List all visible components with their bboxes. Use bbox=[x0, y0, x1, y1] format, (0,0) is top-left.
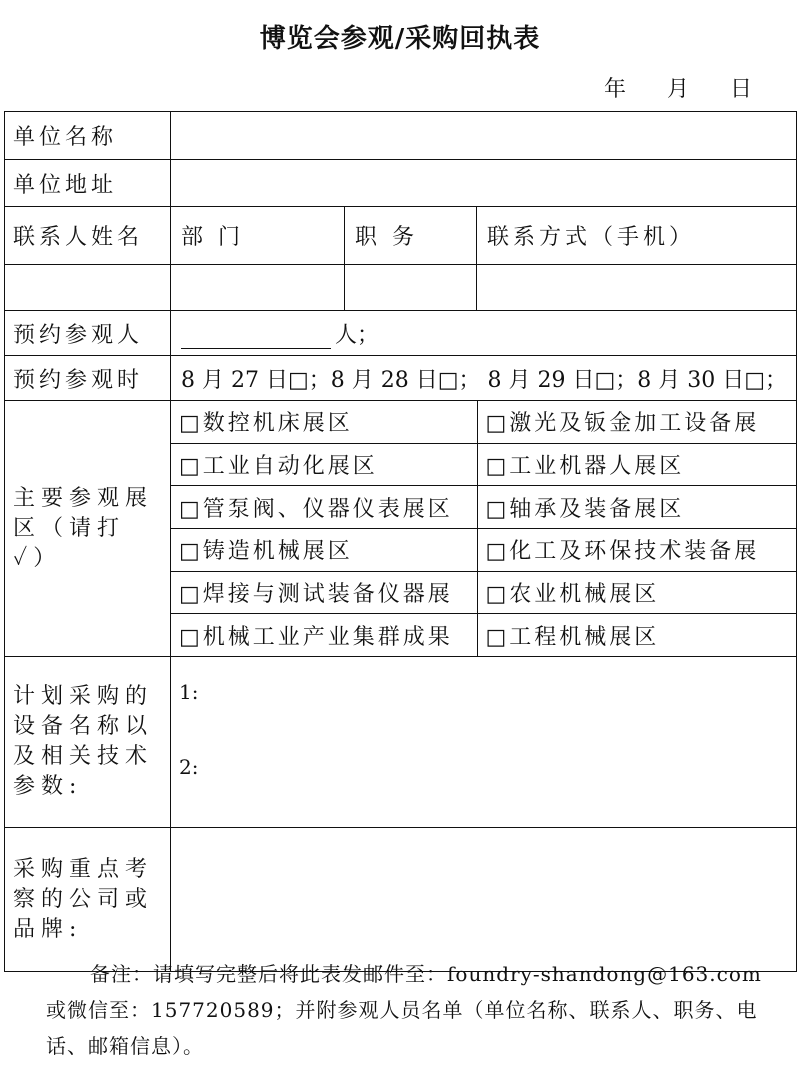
contact-name-field[interactable] bbox=[5, 265, 171, 311]
halls-cell bbox=[171, 401, 797, 657]
halls-grid bbox=[171, 401, 796, 656]
department-field[interactable] bbox=[171, 265, 345, 311]
plan-field[interactable] bbox=[171, 657, 797, 828]
form-title: 博览会参观/采购回执表 bbox=[259, 24, 541, 54]
hall-row bbox=[171, 614, 796, 656]
hall-option[interactable]: □工程机械展区 bbox=[485, 624, 660, 650]
date-year: 年 bbox=[603, 77, 626, 102]
plan-item-1: 1: bbox=[179, 680, 199, 704]
focus-label: 采购重点考察的公司或品牌: bbox=[5, 828, 171, 972]
company-name-label: 单位名称 bbox=[5, 112, 171, 160]
position-label: 职 务 bbox=[345, 207, 477, 265]
company-name-field[interactable] bbox=[171, 112, 797, 160]
contact-method-field[interactable] bbox=[477, 265, 797, 311]
hall-option[interactable]: □管泵阀、仪器仪表展区 bbox=[171, 486, 477, 529]
contact-name-label: 联系人姓名 bbox=[5, 207, 171, 265]
hall-row bbox=[171, 571, 796, 614]
company-address-label: 单位地址 bbox=[5, 160, 171, 207]
plan-label: 计划采购的设备名称以及相关技术参数: bbox=[5, 657, 171, 828]
receipt-form-table bbox=[4, 111, 797, 972]
date-line bbox=[570, 72, 752, 103]
hall-option[interactable]: □农业机械展区 bbox=[477, 571, 796, 614]
hall-option[interactable]: □激光及钣金加工设备展 bbox=[477, 401, 796, 443]
hall-option[interactable]: □化工及环保技术装备展 bbox=[477, 528, 796, 571]
hall-option[interactable]: □轴承及装备展区 bbox=[477, 486, 796, 529]
hall-row bbox=[171, 486, 796, 529]
hall-option[interactable]: □工业自动化展区 bbox=[171, 443, 477, 486]
position-field[interactable] bbox=[345, 265, 477, 311]
hall-row bbox=[171, 401, 796, 443]
visitors-suffix: 人； bbox=[335, 322, 380, 348]
note bbox=[46, 956, 766, 1064]
hall-row bbox=[171, 528, 796, 571]
note-text: 备注：请填写完整后将此表发邮件至：foundry-shandong@163.com 或微信至：157720589；并附参观人员名单（单位名称、联系人、职务、电话、邮箱信息）。 bbox=[46, 962, 762, 1058]
date-month: 月 bbox=[666, 77, 689, 102]
plan-item-2: 2: bbox=[179, 755, 199, 779]
visitors-cell bbox=[171, 311, 797, 356]
contact-method-label: 联系方式（手机） bbox=[477, 207, 797, 265]
hall-option[interactable]: □铸造机械展区 bbox=[171, 528, 477, 571]
department-label: 部 门 bbox=[171, 207, 345, 265]
visitors-label: 预约参观人 bbox=[5, 311, 171, 356]
visitors-count-field[interactable] bbox=[181, 326, 331, 349]
hall-option[interactable]: □焊接与测试装备仪器展 bbox=[171, 571, 477, 614]
date-day: 日 bbox=[729, 77, 752, 102]
visit-time-label: 预约参观时 bbox=[5, 356, 171, 401]
hall-row bbox=[171, 443, 796, 486]
focus-field[interactable] bbox=[171, 828, 797, 972]
halls-label: 主要参观展区（请打✓） bbox=[5, 401, 171, 657]
hall-option[interactable]: □机械工业产业集群成果 bbox=[171, 614, 477, 656]
hall-option[interactable]: □工业机器人展区 bbox=[477, 443, 796, 486]
company-address-field[interactable] bbox=[171, 160, 797, 207]
hall-option[interactable]: □数控机床展区 bbox=[171, 401, 477, 443]
visit-dates[interactable]: 8 月 27 日□；8 月 28 日□； 8 月 29 日□；8 月 30 日□； bbox=[171, 356, 797, 401]
